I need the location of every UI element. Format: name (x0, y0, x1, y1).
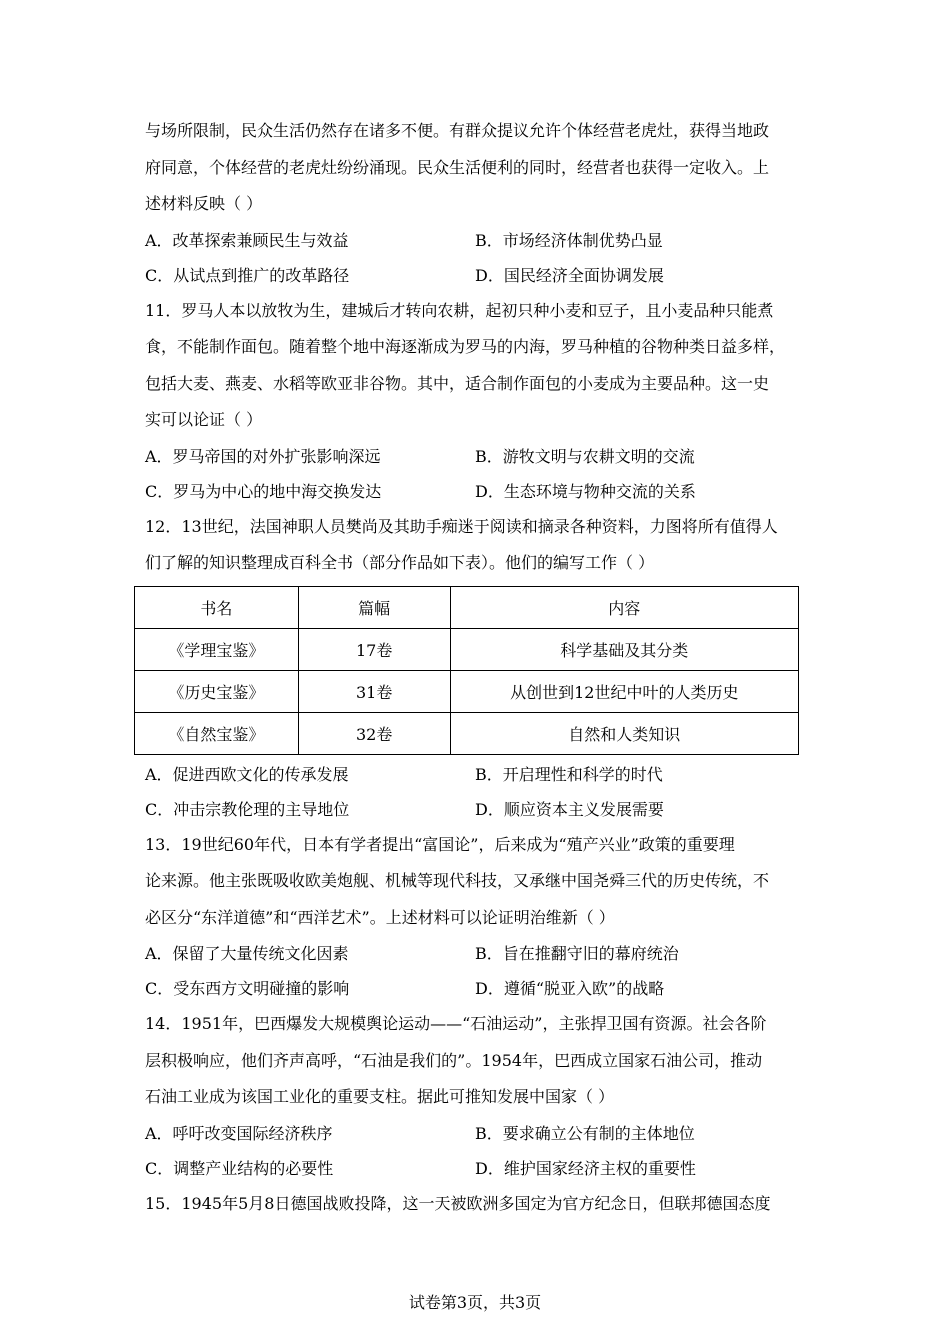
question-text-line: 12．13世纪，法国神职人员樊尚及其助手痴迷于阅读和摘录各种资料，力图将所有值得人 (145, 516, 778, 536)
option-d: D．顺应资本主义发展需要 (475, 799, 664, 819)
question-13 (145, 827, 810, 1007)
option-d: D．国民经济全面协调发展 (475, 265, 664, 285)
table-cell: 从创世到12世纪中叶的人类历史 (450, 670, 798, 712)
options-row (145, 936, 810, 971)
question-text-line: 石油工业成为该国工业化的重要支柱。据此可推知发展中国家（ ） (145, 1087, 615, 1106)
question-text-line: 食，不能制作面包。随着整个地中海逐渐成为罗马的内海，罗马种植的谷物种类日益多样， (145, 337, 786, 356)
question-text-line: 层积极响应，他们齐声高呼，“石油是我们的”。1954年，巴西成立国家石油公司，推动 (145, 1050, 763, 1070)
question-text-line: 11．罗马人本以放牧为生，建城后才转向农耕，起初只种小麦和豆子，且小麦品种只能煮 (145, 300, 774, 320)
question-text-line: 述材料反映（ ） (145, 194, 263, 213)
options-row (145, 971, 810, 1006)
option-a: A．呼吁改变国际经济秩序 (145, 1123, 333, 1143)
option-d: D．维护国家经济主权的重要性 (475, 1158, 696, 1178)
option-b: B．市场经济体制优势凸显 (475, 230, 663, 250)
table-cell: 17卷 (298, 628, 450, 670)
question-14 (145, 1006, 810, 1186)
table-header-cell: 书名 (135, 586, 299, 628)
table-cell: 《自然宝鉴》 (135, 712, 299, 754)
option-b: B．开启理性和科学的时代 (475, 764, 663, 784)
table-cell: 《学理宝鉴》 (135, 628, 299, 670)
options-row (145, 792, 810, 827)
options-row (145, 757, 810, 792)
question-text-line: 13．19世纪60年代，日本有学者提出“富国论”，后来成为“殖产兴业”政策的重要理 (145, 834, 735, 854)
question-text-line: 15．1945年5月8日德国战败投降，这一天被欧洲多国定为官方纪念日，但联邦德国态度 (145, 1193, 771, 1213)
question-text-line: 必区分“东洋道德”和“西洋艺术”。上述材料可以论证明治维新（ ） (145, 907, 615, 927)
table-header-cell: 内容 (450, 586, 798, 628)
question-text-line: 14．1951年，巴西爆发大规模舆论运动——“石油运动”，主张捍卫国有资源。社会各阶 (145, 1014, 767, 1033)
options-row (145, 258, 810, 293)
table-header-cell: 篇幅 (298, 586, 450, 628)
option-c: C．受东西方文明碰撞的影响 (145, 979, 350, 998)
options-row (145, 223, 810, 258)
option-a: A．保留了大量传统文化因素 (145, 944, 349, 963)
table-row (135, 712, 799, 754)
encyclopedia-table (134, 586, 799, 755)
question-text-line: 论来源。他主张既吸收欧美炮舰、机械等现代科技，又承继中国尧舜三代的历史传统，不 (145, 871, 770, 890)
question-text-line: 府同意，个体经营的老虎灶纷纷涌现。民众生活便利的同时，经营者也获得一定收入。上 (145, 157, 770, 177)
options-row (145, 1116, 810, 1151)
question-12 (145, 509, 810, 827)
option-b: B．旨在推翻守旧的幕府统治 (475, 944, 679, 963)
option-c: C．罗马为中心的地中海交换发达 (145, 481, 382, 501)
options-row (145, 474, 810, 509)
table-row (135, 670, 799, 712)
option-c: C．从试点到推广的改革路径 (145, 265, 350, 285)
table-cell: 31卷 (298, 670, 450, 712)
options-row (145, 439, 810, 474)
option-c: C．冲击宗教伦理的主导地位 (145, 799, 350, 819)
table-cell: 自然和人类知识 (450, 712, 798, 754)
table-cell: 《历史宝鉴》 (135, 670, 299, 712)
option-a: A．促进西欧文化的传承发展 (145, 764, 349, 784)
question-11 (145, 293, 810, 509)
page-footer: 试卷第3页，共3页 (408, 1293, 542, 1312)
option-d: D．生态环境与物种交流的关系 (475, 481, 696, 501)
option-d: D．遵循“脱亚入欧”的战略 (475, 979, 665, 998)
table-cell: 科学基础及其分类 (450, 628, 798, 670)
options-row (145, 1151, 810, 1186)
question-text-line: 包括大麦、燕麦、水稻等欧亚非谷物。其中，适合制作面包的小麦成为主要品种。这一史 (145, 373, 770, 393)
option-c: C．调整产业结构的必要性 (145, 1158, 334, 1178)
question-text-line: 们了解的知识整理成百科全书（部分作品如下表）。他们的编写工作（ ） (145, 553, 655, 572)
table-header-row (135, 586, 799, 628)
table-cell: 32卷 (298, 712, 450, 754)
table-row (135, 628, 799, 670)
question-text-line: 与场所限制，民众生活仍然存在诸多不便。有群众提议允许个体经营老虎灶，获得当地政 (145, 121, 770, 140)
question-10 (145, 113, 810, 293)
option-a: A．改革探索兼顾民生与效益 (145, 230, 349, 250)
question-15 (145, 1186, 810, 1223)
option-b: B．要求确立公有制的主体地位 (475, 1123, 695, 1143)
option-a: A．罗马帝国的对外扩张影响深远 (145, 446, 381, 466)
exam-page-content (145, 113, 810, 1222)
question-text-line: 实可以论证（ ） (145, 410, 263, 429)
option-b: B．游牧文明与农耕文明的交流 (475, 446, 695, 466)
